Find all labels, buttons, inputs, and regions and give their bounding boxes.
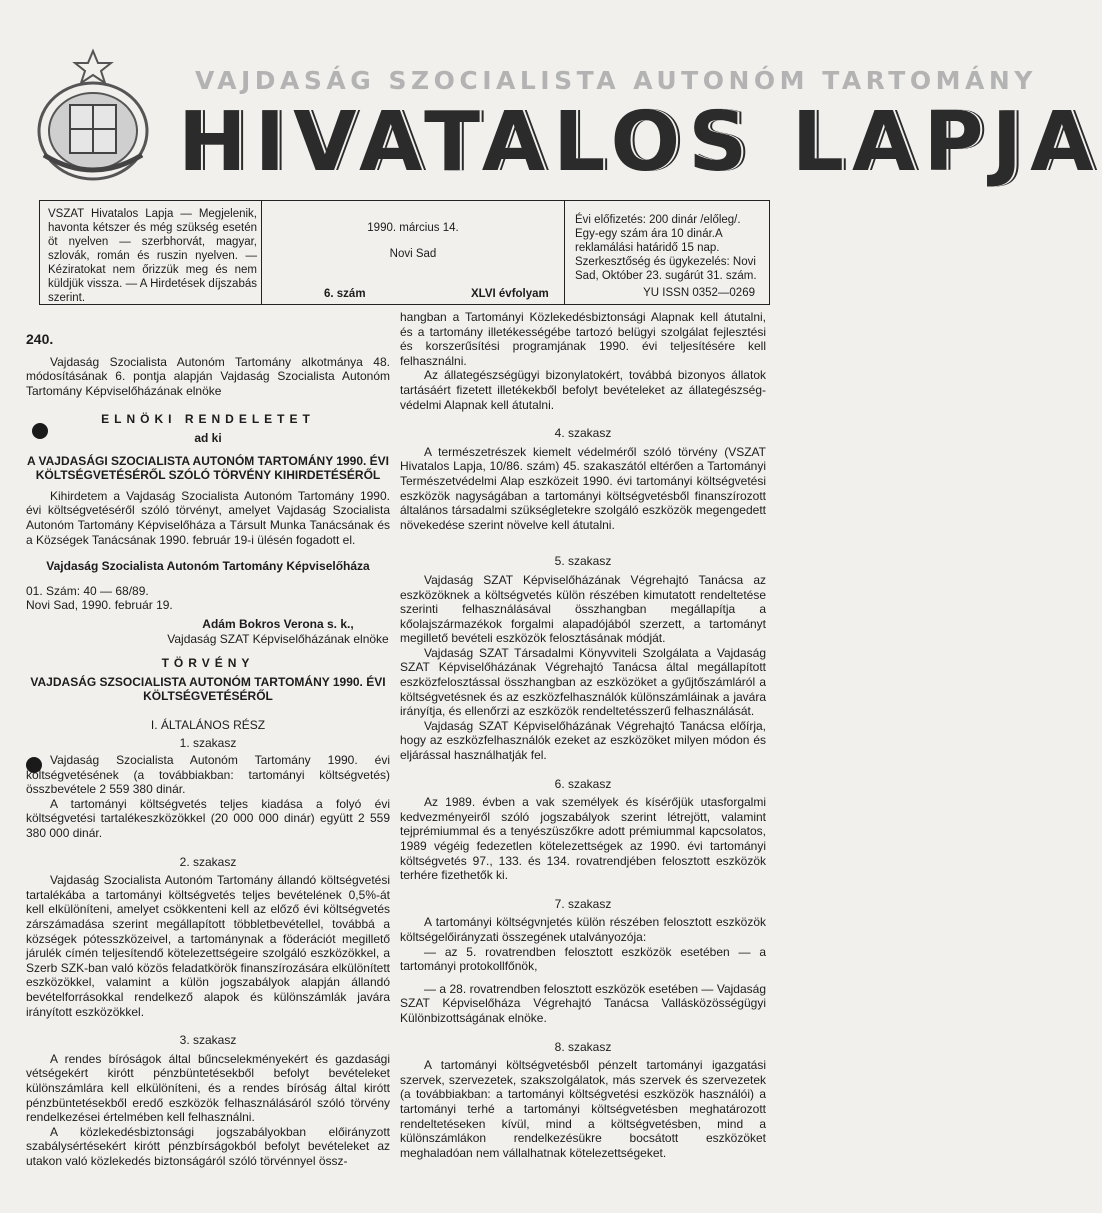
section-1-heading: 1. szakasz bbox=[179, 736, 237, 751]
section-4-heading: 4. szakasz bbox=[554, 426, 612, 441]
section-6-heading: 6. szakasz bbox=[554, 776, 612, 791]
intro-paragraph: Vajdaság Szocialista Autonóm Tartomány alkotmánya 48. módosításának 6. pontja alapján Vajdaság Szocialista Autonóm Tartomány Képviselőházának elnöke bbox=[26, 354, 390, 398]
section-7-item-1: — az 5. rovatrendben felosztott eszközök esetében — a tartományi protokollfőnök, bbox=[400, 944, 766, 974]
subscription-info bbox=[565, 201, 769, 304]
law-heading: A VAJDASÁGI SZOCIALISTA AUTONÓM TARTOMÁNY 1990. ÉVI KÖLTSÉGVETÉSÉRŐL SZÓLÓ TÖRVÉNY KIHIRDETÉSÉRŐL bbox=[26, 453, 390, 483]
section-5-heading: 5. szakasz bbox=[554, 554, 612, 569]
section-8-heading: 8. szakasz bbox=[554, 1039, 612, 1054]
section-3-paragraph-2: A közlekedésbiztonsági jogszabályokban előirányzott szabálysértésekért kirótt pénzbírságokból befolyt bevételeket az utakon való közlekedés biztonságáról szóló törvénnyel össz- bbox=[26, 1124, 390, 1168]
section-7-paragraph-1: A tartományi költségvnjetés külön részében felosztott eszközök költségelőirányzati összegének utalványozója: bbox=[400, 915, 766, 944]
law-title: TÖRVÉNY bbox=[161, 656, 255, 671]
subscription-text: Évi előfizetés: 200 dinár /előleg/. Egy-egy szám ára 10 dinár.A reklamálási határidő 15 nap. Szerkesztőség és ügykezelés: Novi Sad, Október 23. sugárút 31. szám. bbox=[575, 214, 757, 282]
issue-volume: XLVI évfolyam bbox=[471, 288, 549, 300]
law-subtitle: VAJDASÁG SZSOCIALISTA AUTONÓM TARTOMÁNY 1990. ÉVI KÖLTSÉGVETÉSÉRŐL bbox=[30, 674, 386, 704]
reference-number: 01. Szám: 40 — 68/89. bbox=[26, 583, 149, 598]
proclamation-paragraph: Kihirdetem a Vajdaság Szocialista Autonóm Tartomány 1990. évi költségvetéséről szóló törvényt, amelyet Vajdaság Szocialista Autonóm Tartomány Képviselőháza a Társult Munka Tanácsának és a Községek Tanácsának 1990. február 19-i ülésén fogadott el. bbox=[26, 488, 390, 547]
decree-title: ELNÖKI RENDELETET bbox=[101, 412, 315, 427]
section-3-paragraph-1: A rendes bíróságok által bűncselekményekért és gazdasági vétségekért kirótt pénzbüntetésekből befolyt bevételeket különszámlára kell elkülöníteni, és a rendes bíróság által kirótt pénzbüntetésekből eredő eszközök felhasználásáról szóló törvény rendelkezései értelmében kell felhasználni. bbox=[26, 1051, 390, 1125]
section-2-paragraph-1: Vajdaság Szocialista Autonóm Tartomány állandó költségvetési tartalékába a tartományi költségvetés teljes bevételének 0,5%-át kell elkülöníteni, amelyet csökkenteni kell az előző évi költségvetés zárszámadása szerint megállapított többletbevétellel, továbbá a községek pótesszközeivel, a tartománynak a föderációt megillető járulék címén teljesítendő kötelezettségeire szolgáló eszközökkel, a Szerb SZK-ban való közös feladatkörök finanszírozására elkülönített eszközökkel, valamint a külön jogszabályok alapján állandó bevételforrásokkal rendelkező alapok és különszámlák javára irányított eszközökkel. bbox=[26, 873, 390, 1019]
section-5-paragraph-3: Vajdaság SZAT Képviselőházának Végrehajtó Tanácsa előírja, hogy az eszközfelhasználók ezeket az eszközöket milyen módon és eljárással használhatják fel. bbox=[400, 718, 766, 763]
section-5-paragraph-1: Vajdaság SZAT Képviselőházának Végrehajtó Tanácsa az eszközöknek a költségvetés külön részében kimutatott rendeltetése szerinti felhasználásával összhangban megállapítja a kőolajszármazékok forgalmi alapadójából szerzett, a tartományt megillető bevételi eszközök felosztásának módját. bbox=[400, 572, 766, 646]
coat-of-arms-emblem bbox=[32, 45, 154, 185]
publication-notice bbox=[40, 201, 262, 304]
issue-number: 6. szám bbox=[324, 288, 366, 300]
continued-paragraph-2: Az állategészségügyi bizonylatokért, továbbá bizonyos állatok tartásáért fizetett illetékekből befolyt bevételeket az állategészség-védelmi Alapnak kell átutalni. bbox=[400, 368, 766, 412]
assembly-name: Vajdaság Szocialista Autonóm Tartomány Képviselőháza bbox=[46, 559, 370, 574]
section-4-paragraph-1: A természetrészek kiemelt védelméről szóló törvény (VSZAT Hivatalos Lapja, 10/86. szám) 45. szakaszától eltérően a Tartományi Természetvédelmi Alap eszközeit 1990. évi tartományi költségvetési eszközök nagyságában a tartományi költségvetésből finanszírozott általános társadalmi szükségletekre szolgáló eszközök megengedett növekedése szerint növelve kell átutalni. bbox=[400, 444, 766, 532]
place-and-date: Novi Sad, 1990. február 19. bbox=[26, 598, 173, 613]
section-1-paragraph-2: A tartományi költségvetés teljes kiadása a folyó évi költségvetési tartalékeszközökkel (20 000 000 dinár) együtt 2 559 380 000 dinár. bbox=[26, 796, 390, 841]
document-number: 240. bbox=[26, 331, 54, 347]
part-heading: I. ÁLTALÁNOS RÉSZ bbox=[150, 717, 266, 732]
masthead-title: HIVATALOS LAPJA bbox=[178, 95, 1102, 190]
publication-info-box bbox=[39, 200, 770, 305]
signer-name: Adám Bokros Verona s. k., bbox=[202, 616, 354, 631]
section-5-paragraph-2: Vajdaság SZAT Társadalmi Könyvviteli Szolgálata a Vajdaság SZAT Képviselőházának Végrehajtó Tanácsa által megállapított eszközfelosztással összhangban az eszközöket a gyűjtőszámláról a költségvetésnek és az eszközfelhasználók különszámláinak a javára irányítja, és ellenőrzi az eszközök rendeltetésszerű felhasználását. bbox=[400, 645, 766, 719]
signer-role: Vajdaság SZAT Képviselőházának elnöke bbox=[167, 631, 389, 646]
issue-date: 1990. március 14. bbox=[367, 222, 459, 234]
continued-paragraph: hangban a Tartományi Közlekedésbiztonsági Alapnak kell átutalni, és a tartomány illetékességébe tartozó belügyi szolgálat fejlesztési és korszerűsítési programjának 1990. évi teljesítésére kell felhasználni. bbox=[400, 310, 766, 368]
section-1-paragraph-1: Vajdaság Szocialista Autonóm Tartomány 1990. évi költségvetésének (a továbbiakban: tartományi költségvetés) összbevétele 2 559 380 dinár. bbox=[26, 753, 390, 797]
section-8-paragraph-1: A tartományi költségvetésből pénzelt tartományi igazgatási szervek, szervezetek, szakszolgálatok, más szervek és szervezetek (a továbbiakban: a tartományi költségvetési eszközök használói) a tartományi terhé a tartományi költségvetésben meghatározott rendeltetéseken kívül, mind a költségvetésben, mind a különszámlákon rendelkezésükre bocsátott eszközöket meghaladóan nem vállalhatnak kötelezettségeket. bbox=[400, 1058, 766, 1160]
issue-place: Novi Sad bbox=[389, 248, 437, 260]
masthead-subtitle: VAJDASÁG SZOCIALISTA AUTONÓM TARTOMÁNY bbox=[195, 66, 1037, 95]
issue-details bbox=[262, 201, 565, 304]
section-2-heading: 2. szakasz bbox=[179, 854, 237, 869]
decree-subtitle: ad ki bbox=[194, 430, 222, 445]
section-3-heading: 3. szakasz bbox=[179, 1033, 237, 1048]
right-column bbox=[400, 310, 766, 1160]
publication-notice-text: VSZAT Hivatalos Lapja — Megjelenik, havonta kétszer és még szükség esetén öt nyelven — szerbhorvát, magyar, szlovák, román és ruszin nyelven. — Kéziratokat nem őrizzük meg és nem küldjük vissza. — A Hirdetések díjszabás szerint. bbox=[48, 208, 257, 304]
issn: YU ISSN 0352—0269 bbox=[643, 287, 755, 299]
section-6-paragraph-1: Az 1989. évben a vak személyek és kísérőjük utasforgalmi kedvezményeiről szóló jogszabályok szerint létrejött, valamint tejprémiummal és a tenyészüszőkre adott prémiummal kapcsolatos, 1989 végéig fedezetlen kötelezettségek az 1990. évi tartományi költségvetés 97., 133. és 134. rovatrendjében felosztott eszközök terhére fizethetők ki. bbox=[400, 795, 766, 883]
section-7-heading: 7. szakasz bbox=[554, 896, 612, 911]
section-7-item-2: — a 28. rovatrendben felosztott eszközök esetében — Vajdaság SZAT Képviselőháza Végrehajtó Tanácsa Vallásközösségügyi Különbizottságának elnöke. bbox=[400, 981, 766, 1025]
left-column bbox=[26, 332, 390, 1169]
